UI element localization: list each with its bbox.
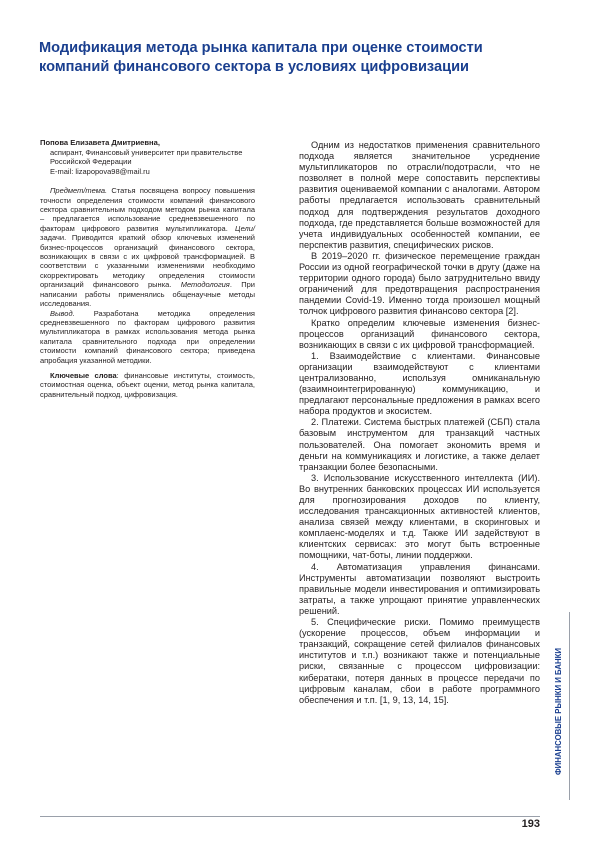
body-paragraph-1: Одним из недостатков применения сравнительного подхода является значительное усреднение мультипликаторов по отрасли/подотрасли, что не позволяет в полной мере сопоставить перспективы развития оцениваемой компании с аналогами. Автором работы предлагается использовать сравнительный подход для подтверждения результатов доходного подхода, где представляется больше возможностей для учета индивидуальных особенностей компании, ее перспектив развития, специфических рисков. — [299, 140, 540, 250]
abstract-subject-label: Предмет/тема. — [50, 186, 108, 196]
section-label-text: ФИНАНСОВЫЕ РЫНКИ И БАНКИ — [553, 648, 563, 775]
abstract-goals-label: Цели/ — [234, 223, 255, 233]
body-paragraph-8: 5. Специфические риски. Помимо преимуществ (ускорение процессов, объем информации и транзакций, сокращение сетей филиалов финансовых институтов и т.п.) возникают также и потенциальные риски, связанные с процессом цифровизации: кибератаки, потеря данных в процессе передачи по цифровым каналам, сбои в работе программного обеспечения и т.п. [1, 9, 13, 14, 15]. — [299, 617, 540, 705]
abstract — [40, 186, 255, 365]
abstract-conclusion-label: Вывод. — [50, 308, 75, 318]
abstract-subject-text: Статья посвящена вопросу повышения точности определения стоимости компаний финансового сектора сравнительным подходом методом рынка капитала – предлагается использование средневзвешенного по факторам цифрового развития мультипликатора. — [40, 186, 255, 233]
abstract-methodology-text: . При написании работы применялись общенаучные методы исследования. — [40, 280, 255, 309]
body-paragraph-7: 4. Автоматизация управления финансами. Инструменты автоматизации позволяют выстроить правильные модели инвестирования и оптимизировать затраты, а также упрощают принятие управленческих решений. — [299, 561, 540, 616]
body-paragraph-3: Кратко определим ключевые изменения бизнес-процессов организаций финансового сектора, возникающих в связи с их цифровой трансформацией. — [299, 317, 540, 350]
body-paragraph-5: 2. Платежи. Система быстрых платежей (СБП) стала базовым инструментом для транзакций частных пользователей. Она помогает экономить время и деньги на коммуникациях и логистике, а также делает транзакции более безопасными. — [299, 417, 540, 472]
section-label — [549, 641, 567, 782]
keywords — [40, 371, 255, 399]
body-paragraph-6: 3. Использование искусственного интеллекта (ИИ). Во внутренних банковских процессах ИИ используется для прогнозирования доходов по клиенту, исследования трансакционных активностей клиентов, анализа связей между клиентами, в скоринговых и комплаенс-моделях и т.д. Также ИИ задействуют в клиентских сервисах: это могут быть встроенные помощники, чат-боты, линии поддержки. — [299, 472, 540, 561]
abstract-subject — [40, 186, 255, 308]
author-email: E-mail: lizapopova98@mail.ru — [50, 166, 150, 176]
abstract-goals-text: задачи. Приводится краткий обзор ключевых изменений бизнес-процессов организаций финансового сектора, возникающих в связи с их цифровой трансформацией. В соответствии с указанными изменениями необходимо скорректировать методику определения стоимости организаций финансового рынка. — [40, 233, 255, 290]
keywords-label: Ключевые слова — [50, 370, 117, 380]
body-paragraph-2: В 2019–2020 гг. физическое перемещение граждан России из одной географической точки в другу (даже на территории одного города) было затруднительно ввиду ограничений для предотвращения распространения пандемии Covid-19. Именно тогда произошел мощный толчок цифрового развития финансово сектора [2]. — [299, 250, 540, 317]
keywords-text: : финансовые институты, стоимость, стоимостная оценка, объект оценки, метод рынка капитала, сравнительный подход, цифровизация. — [40, 370, 256, 399]
page-number: 193 — [521, 818, 540, 830]
body-paragraph-4: 1. Взаимодействие с клиентами. Финансовые организации взаимодействуют с клиентами централизованно, используя омниканальную (взаимноинтегрированную) коммуникацию, и предлагают персональные предложения в рамках всего набора продуктов и экосистем. — [299, 350, 540, 417]
article-body — [299, 140, 540, 706]
author-and-abstract-column — [40, 138, 255, 399]
abstract-methodology-label: Методология — [180, 280, 230, 290]
footer-divider — [40, 816, 540, 817]
article-title: Модификация метода рынка капитала при оценке стоимости компаний финансового сектора в условиях цифровизации — [39, 40, 483, 75]
author-name: Попова Елизавета Дмитриевна, — [40, 138, 160, 147]
author-affiliation: аспирант, Финансовый университет при правительстве Российской Федерации — [50, 148, 243, 167]
abstract-conclusion — [40, 309, 255, 365]
side-divider — [569, 612, 570, 800]
abstract-conclusion-text: Разработана методика определения средневзвешенного по факторам цифрового развития мультипликатора в рамках использования метода рынка капитала сравнительного подхода при определении стоимости компаний финансового сектора; приведена апробация указанной методики. — [40, 308, 255, 365]
